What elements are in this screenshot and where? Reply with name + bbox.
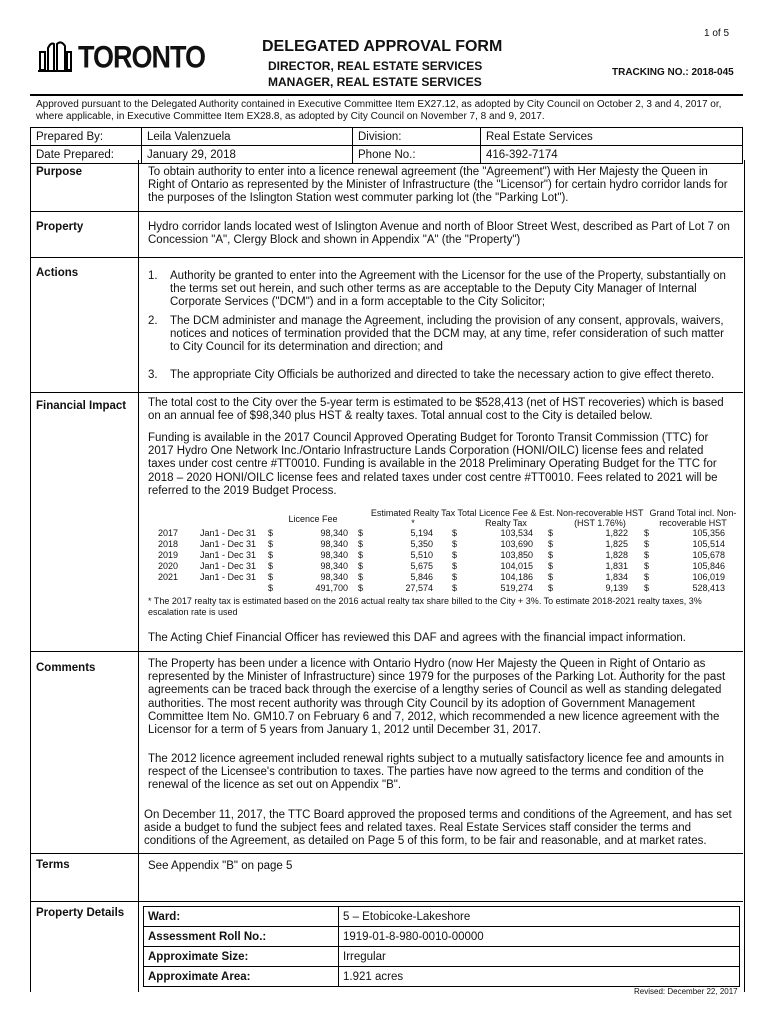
property-details-table: [143, 906, 740, 987]
cell-hst: 1,828: [605, 550, 628, 560]
cell-total: 103,534: [500, 528, 533, 538]
cell-period: Jan1 - Dec 31: [200, 561, 257, 571]
divider-purpose: [30, 211, 743, 212]
cfo-statement: The Acting Chief Financial Officer has reviewed this DAF and agrees with the financial impact information.: [148, 632, 686, 644]
header-realty-tax: Estimated Realty Tax *: [370, 508, 456, 528]
header-hst: Non-recoverable HST (HST 1.76%): [556, 508, 644, 528]
cell-period: Jan1 - Dec 31: [200, 572, 257, 582]
header-licence-fee: Licence Fee: [288, 514, 338, 524]
prepared-by-label: Prepared By:: [31, 128, 142, 146]
cell-year: 2021: [158, 572, 179, 582]
table-row: Assessment Roll No.: 1919-01-8-980-0010-00000: [144, 927, 740, 947]
action-item-2: 2. The DCM administer and manage the Agreement, including the provision of any consent, approvals, waivers, notices and notices of termination provided that the DCM may, at any time, refer consideration of such matter to City Council for its determination and direction; and: [148, 315, 724, 354]
city-hall-icon: [38, 38, 72, 72]
currency-symbol: $: [358, 528, 364, 538]
currency-symbol: $: [548, 550, 554, 560]
cell-period: Jan1 - Dec 31: [200, 539, 257, 549]
financial-impact-label: Financial Impact: [36, 400, 127, 412]
divider-comments: [30, 853, 743, 854]
financial-impact-p1: The total cost to the City over the 5-year term is estimated to be $528,413 (net of HST recoveries) which is based on an annual fee of $98,340 plus HST & realty taxes. Total annual cost to the City is detailed below.: [148, 397, 724, 423]
currency-symbol: $: [268, 561, 274, 571]
currency-symbol: $: [644, 572, 650, 582]
cell-grand: 105,514: [692, 539, 725, 549]
action-item-3: 3. The appropriate City Officials be authorized and directed to take the necessary action to give effect thereto.: [148, 369, 715, 381]
cell-licence: 98,340: [320, 572, 348, 582]
divider-financial: [30, 651, 743, 652]
cell-total: 103,690: [500, 539, 533, 549]
preparer-table: [30, 127, 743, 164]
cell-total: 519,274: [500, 583, 533, 593]
currency-symbol: $: [644, 539, 650, 549]
comments-label: Comments: [36, 662, 96, 674]
currency-symbol: $: [268, 572, 274, 582]
currency-symbol: $: [358, 561, 364, 571]
cell-licence: 491,700: [315, 583, 348, 593]
currency-symbol: $: [644, 528, 650, 538]
financial-footnote: * The 2017 realty tax is estimated based on the 2016 actual realty tax share billed to the City + 3%. To estimate 2018-2021 realty taxes, 3% escalation rate is used: [148, 596, 702, 617]
phone-label: Phone No.:: [353, 146, 481, 164]
cell-realty: 5,846: [410, 572, 433, 582]
currency-symbol: $: [358, 572, 364, 582]
label-divider: [138, 160, 139, 992]
currency-symbol: $: [452, 561, 458, 571]
city-logo: [38, 38, 206, 75]
comments-p2: The 2012 licence agreement included renewal rights subject to a mutually satisfactory licence fee and amounts in respect of the Licensee's contribution to taxes. The parties have now agreed to the terms and condition of the renewal of the licence as set out on Appendix "B".: [148, 753, 724, 792]
cell-hst: 1,834: [605, 572, 628, 582]
cell-realty: 5,350: [410, 539, 433, 549]
currency-symbol: $: [268, 550, 274, 560]
table-row: [148, 528, 738, 539]
currency-symbol: $: [644, 583, 650, 593]
divider-property: [30, 257, 743, 258]
cell-year: 2020: [158, 561, 179, 571]
purpose-label: Purpose: [36, 166, 83, 178]
header-grand-total: Grand Total incl. Non-recoverable HST: [649, 508, 737, 528]
cell-licence: 98,340: [320, 561, 348, 571]
form-title: DELEGATED APPROVAL FORM: [262, 38, 503, 55]
divider-actions: [30, 392, 743, 393]
page-number: 1 of 5: [704, 28, 730, 39]
currency-symbol: $: [452, 550, 458, 560]
property-text: Hydro corridor lands located west of Islington Avenue and north of Bloor Street West, described as Part of Lot 7 on Concession "A", Clergy Block and shown in Appendix "A" (the "Property"): [148, 221, 730, 247]
revised-date: Revised: December 22, 2017: [634, 987, 738, 996]
prepared-by-value: Leila Valenzuela: [142, 128, 353, 146]
currency-symbol: $: [548, 539, 554, 549]
currency-symbol: $: [548, 583, 554, 593]
logo-wordmark: TORONTO: [78, 40, 206, 75]
authority-intro: Approved pursuant to the Delegated Authority contained in Executive Committee Item EX27.12, as adopted by City Council on October 2, 3 and 4, 2017 or, where applicable, in Executive Committee Item EX28.8, as adopted by City Council on November 7, 8 and 9, 2017.: [36, 99, 722, 122]
cell-licence: 98,340: [320, 550, 348, 560]
table-row: [148, 561, 738, 572]
cell-period: Jan1 - Dec 31: [200, 550, 257, 560]
property-details-label: Property Details: [36, 907, 125, 919]
cell-grand: 105,846: [692, 561, 725, 571]
date-prepared-label: Date Prepared:: [31, 146, 142, 164]
cell-hst: 1,825: [605, 539, 628, 549]
terms-text: See Appendix "B" on page 5: [148, 860, 293, 872]
currency-symbol: $: [358, 583, 364, 593]
currency-symbol: $: [644, 561, 650, 571]
comments-p1: The Property has been under a licence with Ontario Hydro (now Her Majesty the Queen in Right of Ontario as represented by the Minister of Infrastructure) since 1979 for the purposes of the Parking Lot. Authority for the past agreements can be traced back through the exercise of a lengthy series of Council as well as standing delegated authorities. The most recent authority was through City Council by its adoption of Government Management Committee Item No. GM10.7 on February 6 and 7, 2012, which recommended a new licence agreement with the Licensor for a term of 5 years from January 1, 2012 until December 31, 2017.: [148, 658, 726, 737]
division-label: Division:: [353, 128, 481, 146]
cell-grand: 528,413: [692, 583, 725, 593]
cell-grand: 105,356: [692, 528, 725, 538]
form-subtitle: DIRECTOR, REAL ESTATE SERVICES MANAGER, REAL ESTATE SERVICES: [268, 59, 483, 89]
currency-symbol: $: [268, 583, 274, 593]
table-row: Approximate Size: Irregular: [144, 947, 740, 967]
cell-realty: 5,675: [410, 561, 433, 571]
cell-grand: 105,678: [692, 550, 725, 560]
currency-symbol: $: [268, 528, 274, 538]
cell-period: Jan1 - Dec 31: [200, 528, 257, 538]
currency-symbol: $: [452, 539, 458, 549]
cell-total: 104,186: [500, 572, 533, 582]
comments-p3: On December 11, 2017, the TTC Board approved the proposed terms and conditions of the Agreement, and has set aside a budget to fund the subject fees and related taxes. Real Estate Services staff consider the terms and conditions of the Agreement, as detailed on Page 5 of this form, to be fair and reasonable, and at market rates.: [144, 809, 732, 848]
currency-symbol: $: [452, 583, 458, 593]
currency-symbol: $: [452, 528, 458, 538]
cell-realty: 27,574: [405, 583, 433, 593]
phone-value: 416-392-7174: [481, 146, 743, 164]
cell-year: 2018: [158, 539, 179, 549]
cell-hst: 9,139: [605, 583, 628, 593]
currency-symbol: $: [452, 572, 458, 582]
cell-total: 103,850: [500, 550, 533, 560]
cell-licence: 98,340: [320, 528, 348, 538]
totals-rule: [278, 582, 738, 583]
cell-total: 104,015: [500, 561, 533, 571]
actions-label: Actions: [36, 267, 79, 279]
tracking-number: TRACKING NO.: 2018-045: [612, 67, 734, 78]
cell-realty: 5,510: [410, 550, 433, 560]
table-row: [148, 550, 738, 561]
currency-symbol: $: [548, 572, 554, 582]
cell-realty: 5,194: [410, 528, 433, 538]
currency-symbol: $: [268, 539, 274, 549]
date-prepared-value: January 29, 2018: [142, 146, 353, 164]
cell-year: 2017: [158, 528, 179, 538]
table-total-row: [148, 583, 738, 594]
currency-symbol: $: [358, 539, 364, 549]
table-row: [148, 539, 738, 550]
cell-hst: 1,831: [605, 561, 628, 571]
currency-symbol: $: [358, 550, 364, 560]
table-row: Ward: 5 – Etobicoke-Lakeshore: [144, 907, 740, 927]
cell-year: 2019: [158, 550, 179, 560]
header-total-fee: Total Licence Fee & Est. Realty Tax: [457, 508, 555, 528]
divider-terms: [30, 901, 743, 902]
cell-hst: 1,822: [605, 528, 628, 538]
cell-grand: 106,019: [692, 572, 725, 582]
currency-symbol: $: [644, 550, 650, 560]
currency-symbol: $: [548, 528, 554, 538]
terms-label: Terms: [36, 859, 70, 871]
financial-impact-p2: Funding is available in the 2017 Council Approved Operating Budget for Toronto Transit Commission (TTC) for 2017 Hydro One Network Inc./Ontario Infrastructure Lands Corporation (HONI/OILC) license fees and related taxes under cost centre #TT0010. Funding is available in the 2018 Preliminary Operating Budget for the TTC for 2018 – 2020 HONI/OILC license fees and related taxes under cost centre #TT0010. Fees related to 2021 will be referred to the 2019 Budget Process.: [148, 432, 718, 497]
action-item-1: 1. Authority be granted to enter into the Agreement with the Licensor for the use of the Property, substantially on the terms set out herein, and such other terms as are acceptable to the Deputy City Manager of Internal Corporate Services ("DCM") and in a form acceptable to the City Solicitor;: [148, 270, 726, 309]
header-rule: [30, 94, 743, 96]
purpose-text: To obtain authority to enter into a licence renewal agreement (the "Agreement") with Her Majesty the Queen in Right of Ontario as represented by the Minister of Infrastructure (the "Licensor") for certain hydro corridor lands for the purposes of the Islington Station west commuter parking lot (the "Parking Lot").: [148, 166, 728, 205]
currency-symbol: $: [548, 561, 554, 571]
division-value: Real Estate Services: [481, 128, 743, 146]
table-row: Approximate Area: 1.921 acres: [144, 967, 740, 987]
property-label: Property: [36, 221, 84, 233]
cell-licence: 98,340: [320, 539, 348, 549]
